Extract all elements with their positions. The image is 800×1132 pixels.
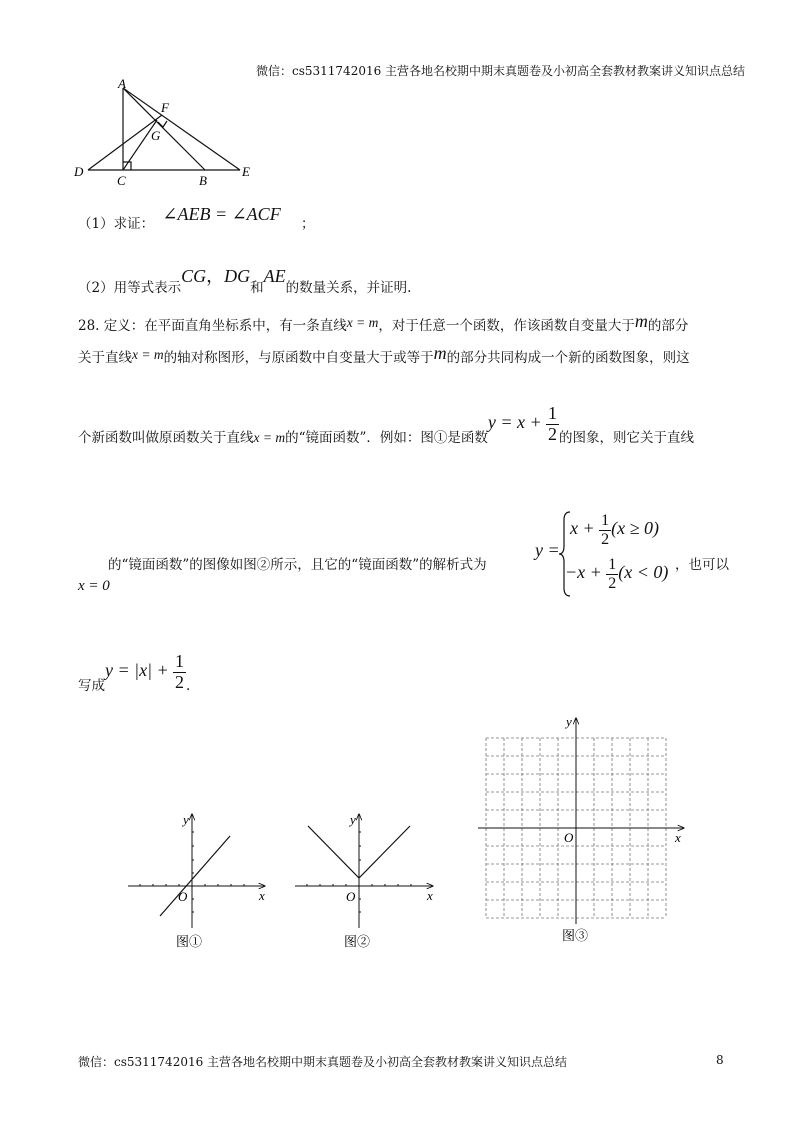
- q27-part1-math: ∠AEB = ∠ACF: [162, 204, 281, 224]
- graph-1-caption: 图①: [176, 934, 203, 949]
- origin-label: O: [178, 889, 188, 904]
- label-c: C: [117, 173, 126, 188]
- piecewise-case-1: x + $\frac{1}{2}$ (x ≥ 0): [570, 512, 659, 548]
- label-f: F: [161, 100, 169, 115]
- q28-line1: 28. 定义：在平面直角坐标系中，有一条直线x = m，对于任意一个函数，作该函数自变量大于m的部分: [78, 311, 689, 334]
- triangle-figure: [70, 78, 270, 188]
- label-a: A: [118, 78, 126, 91]
- line-ae: [123, 88, 240, 170]
- label-b: B: [199, 173, 207, 188]
- x-label: x: [675, 830, 681, 845]
- graph-line: [160, 836, 230, 916]
- q28-line3: 个新函数叫做原函数关于直线x = m的“镜面函数”．例如：图①是函数y = x + $\frac{1}{2}$ 的图象，则它关于直线: [78, 403, 694, 446]
- q28-line2: 关于直线x = m的轴对称图形，与原函数中自变量大于或等于m的部分共同构成一个新的函数图象，则这: [78, 343, 690, 366]
- x-label: x: [259, 888, 265, 903]
- piecewise-y: y =: [535, 540, 560, 560]
- q28-line4: 的“镜面函数”的图像如图②所示，且它的“镜面函数”的解析式为: [108, 557, 487, 573]
- label-d: D: [74, 164, 84, 179]
- q28-line5: 写成y = |x| + $\frac{1}{2}$ .: [78, 651, 191, 694]
- page-header: 微信：cs5311742016 主营各地名校期中期末真题卷及小初高全套教材教案讲义知识点总结: [256, 64, 746, 78]
- graph-3-caption: 图③: [562, 928, 589, 943]
- label-g: G: [151, 128, 161, 143]
- right-angle-f: [158, 121, 167, 127]
- q28-line4-tail: ，也可以: [675, 557, 729, 573]
- piecewise-case-2: −x + $\frac{1}{2}$ (x < 0): [565, 556, 669, 592]
- graph-3: [470, 712, 700, 947]
- graph-2: [290, 806, 450, 956]
- y-label: y: [183, 812, 189, 827]
- x-label: x: [427, 888, 433, 903]
- frac-half-1: $\frac{1}{2}$: [548, 403, 557, 444]
- y-label: y: [350, 812, 356, 827]
- graph-2-caption: 图②: [344, 934, 371, 949]
- q28-x0: x = 0: [78, 578, 110, 594]
- origin-label: O: [346, 889, 356, 904]
- q27-part2: （2）用等式表示CG，DG和AE的数量关系，并证明.: [78, 266, 412, 296]
- label-e: E: [242, 164, 250, 179]
- q27-part1: （1）求证： ∠AEB = ∠ACF ；: [78, 204, 315, 232]
- origin-label: O: [564, 830, 574, 845]
- page-number: 8: [716, 1053, 724, 1067]
- page-footer: 微信：cs5311742016 主营各地名校期中期末真题卷及小初高全套教材教案讲义知识点总结: [78, 1055, 568, 1069]
- y-label: y: [566, 714, 572, 729]
- graph-1: [120, 806, 280, 956]
